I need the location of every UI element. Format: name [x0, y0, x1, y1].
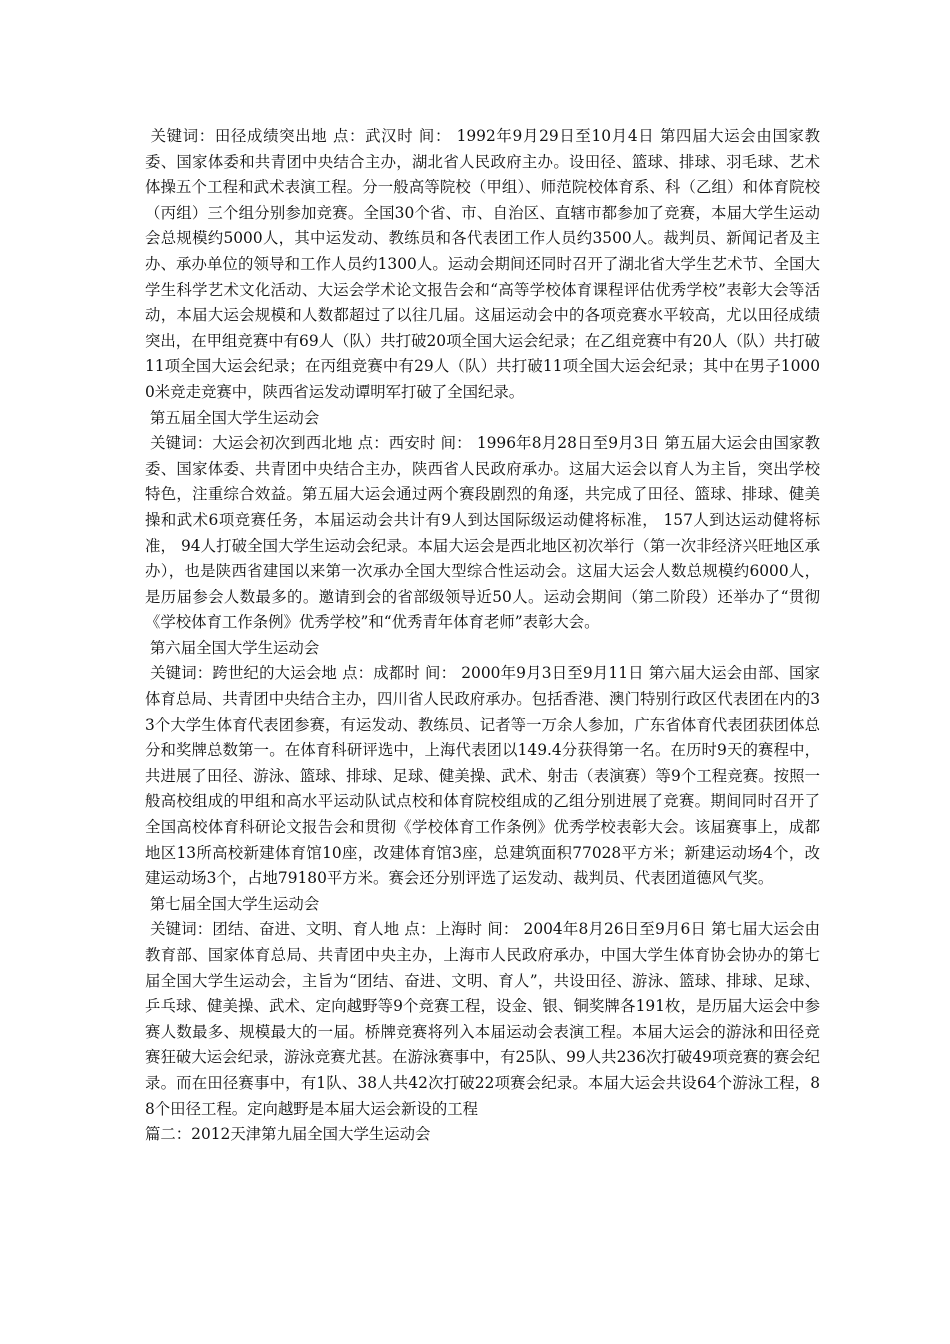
heading-sixth-games: 第六届全国大学生运动会	[145, 638, 320, 657]
paragraph-fifth-games-details: 关键词：大运会初次到西北地 点：西安时 间： 1996年8月28日至9月3日 第五届大运会由国家教委、国家体委、共青团中央结合主办，陕西省人民政府承办。这届大运会以育人为主旨，突出学校特色，注重综合效益。第五届大运会通过两个赛段剧烈的角逐，共完成了田径、篮球、排球、健美操和武术6项竞赛任务，本届运动会共计有9人到达国际级运动健将标准， 157人到达运动健将标准， 94人打破全国大学生运动会纪录。本届大运会是西北地区初次举行（第一次非经济兴旺地区承办），也是陕西省建国以来第一次承办全国大型综合性运动会。这届大运会人数总规模约6000人，是历届参会人数最多的。邀请到会的省部级领导近50人。运动会期间（第二阶段）还举办了“贯彻《学校体育工作条例》优秀学校”和“优秀青年体育老师”表彰大会。	[145, 434, 820, 632]
heading-seventh-games: 第七届全国大学生运动会	[145, 894, 320, 913]
document-body	[145, 124, 820, 1148]
paragraph-fourth-games-details: 关键词：田径成绩突出地 点：武汉时 间： 1992年9月29日至10月4日 第四届大运会由国家教委、国家体委和共青团中央结合主办，湖北省人民政府主办。设田径、篮球、排球、羽毛球、艺术体操五个工程和武术表演工程。分一般高等院校（甲组）、师范院校体育系、科（乙组）和体育院校（丙组）三个组分别参加竞赛。全国30个省、市、自治区、直辖市都参加了竞赛，本届大学生运动会总规模约5000人，其中运发动、教练员和各代表团工作人员约3500人。裁判员、新闻记者及主办、承办单位的领导和工作人员约1300人。运动会期间还同时召开了湖北省大学生艺术节、全国大学生科学艺术文化活动、大运会学术论文报告会和“高等学校体育课程评估优秀学校”表彰大会等活动，本届大运会规模和人数都超过了以往几届。这届运动会中的各项竞赛水平较高，尤以田径成绩突出，在甲组竞赛中有69人（队）共打破20项全国大运会纪录；在乙组竞赛中有20人（队）共打破11项全国大运会纪录；在丙组竞赛中有29人（队）共打破11项全国大运会纪录；其中在男子10000米竞走竞赛中，陕西省运发动谭明军打破了全国纪录。	[145, 127, 820, 401]
paragraph-sixth-games-details: 关键词：跨世纪的大运会地 点：成都时 间： 2000年9月3日至9月11日 第六届大运会由部、国家体育总局、共青团中央结合主办，四川省人民政府承办。包括香港、澳门特别行政区代表团在内的33个大学生体育代表团参赛，有运发动、教练员、记者等一万余人参加，广东省体育代表团获团体总分和奖牌总数第一。在体育科研评选中，上海代表团以149.4分获得第一名。在历时9天的赛程中，共进展了田径、游泳、篮球、排球、足球、健美操、武术、射击（表演赛）等9个工程竞赛。按照一般高校组成的甲组和高水平运动队试点校和体育院校组成的乙组分别进展了竞赛。期间同时召开了全国高校体育科研论文报告会和贯彻《学校体育工作条例》优秀学校表彰大会。该届赛事上，成都地区13所高校新建体育馆10座，改建体育馆3座，总建筑面积77028平方米；新建运动场4个，改建运动场3个，占地79180平方米。赛会还分别评选了运发动、裁判员、代表团道德风气奖。	[145, 664, 820, 888]
heading-fifth-games: 第五届全国大学生运动会	[145, 408, 320, 427]
paragraph-seventh-games-details: 关键词：团结、奋进、文明、育人地 点：上海时 间： 2004年8月26日至9月6日 第七届大运会由教育部、国家体育总局、共青团中央主办，上海市人民政府承办，中国大学生体育协会协办的第七届全国大学生运动会，主旨为“团结、奋进、文明、育人”，共设田径、游泳、篮球、排球、足球、乒乓球、健美操、武术、定向越野等9个竞赛工程，设金、银、铜奖牌各191枚，是历届大运会中参赛人数最多、规模最大的一届。桥牌竞赛将列入本届运动会表演工程。本届大运会的游泳和田径竞赛狂破大运会纪录，游泳竞赛尤甚。在游泳赛事中，有25队、99人共236次打破49项竞赛的赛会纪录。而在田径赛事中，有1队、38人共42次打破22项赛会纪录。本届大运会共设64个游泳工程，88个田径工程。定向越野是本届大运会新设的工程	[145, 920, 820, 1118]
heading-part-two: 篇二：2012天津第九届全国大学生运动会	[145, 1125, 431, 1144]
